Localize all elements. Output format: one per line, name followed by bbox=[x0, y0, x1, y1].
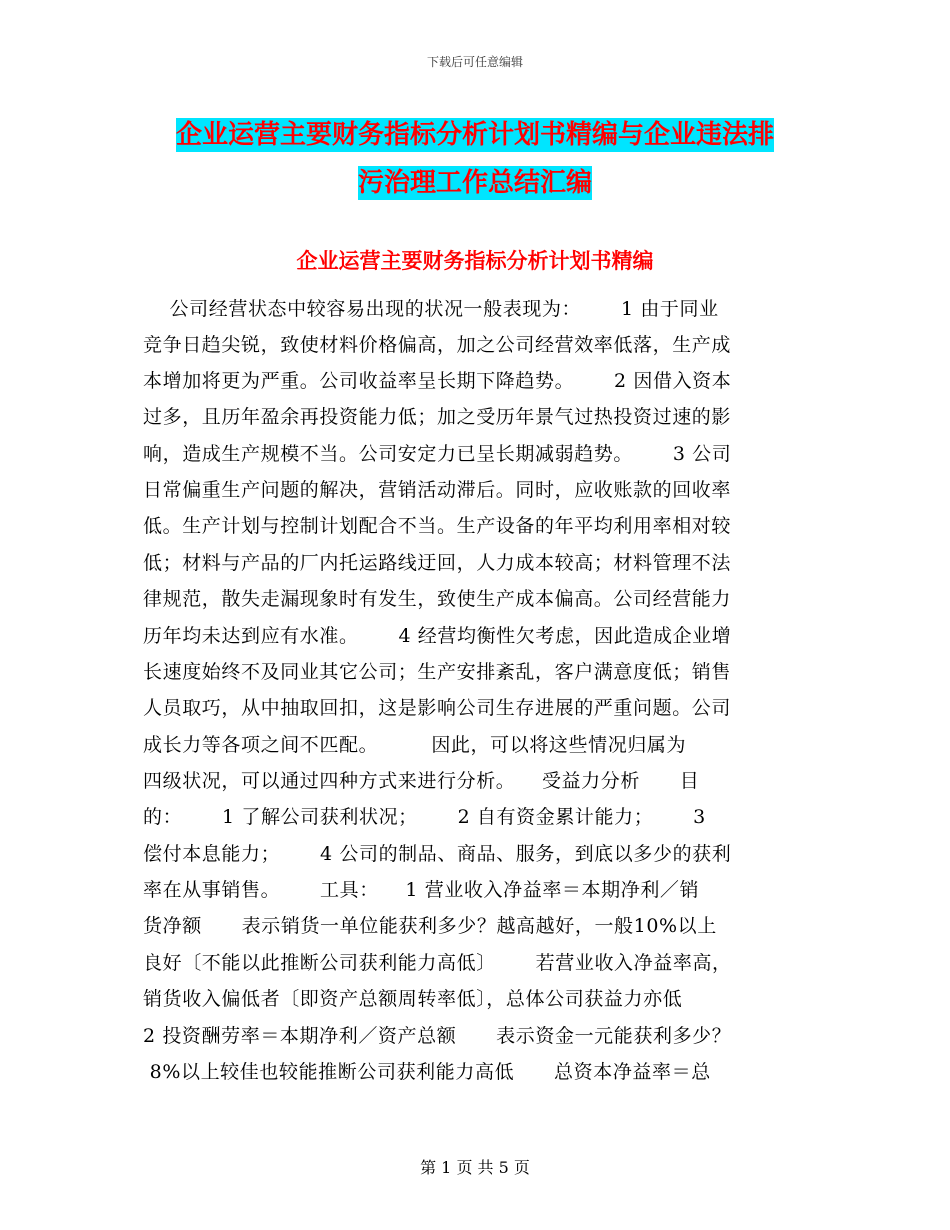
body-line: 公司经营状态中较容易出现的状况一般表现为： 1 由于同业 bbox=[143, 298, 719, 320]
title-line-1: 企业运营主要财务指标分析计划书精编与企业违法排 bbox=[175, 120, 774, 150]
body-line: 成长力等各项之间不匹配。 因此，可以将这些情况归属为 bbox=[143, 734, 687, 756]
body-line: 2 投资酬劳率＝本期净利／资产总额 表示资金一元能获利多少？ bbox=[143, 1025, 732, 1047]
body-line: 的： 1 了解公司获利状况； 2 自有资金累计能力； 3 bbox=[143, 806, 706, 828]
body-line: 律规范，散失走漏现象时有发生，致使生产成本偏高。公司经营能力 bbox=[143, 588, 732, 610]
title-line-2: 污治理工作总结汇编 bbox=[357, 168, 592, 198]
body-line: 偿付本息能力； 4 公司的制品、商品、服务，到底以多少的获利 bbox=[143, 843, 732, 865]
body-line: 历年均未达到应有水准。 4 经营均衡性欠考虑，因此造成企业增 bbox=[143, 625, 732, 647]
body-line: 销货收入偏低者〔即资产总额周转率低〕，总体公司获益力亦低 bbox=[143, 988, 683, 1010]
body-line: 竞争日趋尖锐，致使材料价格偏高，加之公司经营效率低落，生产成 bbox=[143, 334, 732, 356]
body-line: 人员取巧，从中抽取回扣，这是影响公司生存进展的严重问题。公司 bbox=[143, 697, 732, 719]
body-line: 日常偏重生产问题的解决，营销活动滞后。同时，应收账款的回收率 bbox=[143, 479, 732, 501]
body-line: 四级状况，可以通过四种方式来进行分析。 受益力分析 目 bbox=[143, 770, 700, 792]
body-line: 长速度始终不及同业其它公司；生产安排紊乱，客户满意度低；销售 bbox=[143, 661, 732, 683]
body-line: 货净额 表示销货一单位能获利多少？越高越好，一般10%以上 bbox=[143, 915, 717, 937]
body-line: 过多，且历年盈余再投资能力低；加之受历年景气过热投资过速的影 bbox=[143, 406, 732, 428]
body-line: 本增加将更为严重。公司收益率呈长期下降趋势。 2 因借入资本 bbox=[143, 370, 732, 392]
section-title: 企业运营主要财务指标分析计划书精编 bbox=[296, 248, 654, 273]
document-title bbox=[140, 111, 810, 207]
body-line: 低；材料与产品的厂内托运路线迂回，人力成本较高；材料管理不法 bbox=[143, 552, 732, 574]
body-line: 率在从事销售。 工具： 1 营业收入净益率＝本期净利／销 bbox=[143, 879, 700, 901]
page-header-note: 下载后可任意编辑 bbox=[426, 55, 523, 69]
page-number: 第 1 页 共 5 页 bbox=[420, 1158, 530, 1177]
body-line: 响，造成生产规模不当。公司安定力已呈长期减弱趋势。 3 公司 bbox=[143, 443, 732, 465]
body-line: 8%以上较佳也较能推断公司获利能力高低 总资本净益率＝总 bbox=[143, 1061, 711, 1083]
body-line: 良好〔不能以此推断公司获利能力高低〕 若营业收入净益率高， bbox=[143, 952, 732, 974]
body-line: 低。生产计划与控制计划配合不当。生产设备的年平均利用率相对较 bbox=[143, 515, 732, 537]
